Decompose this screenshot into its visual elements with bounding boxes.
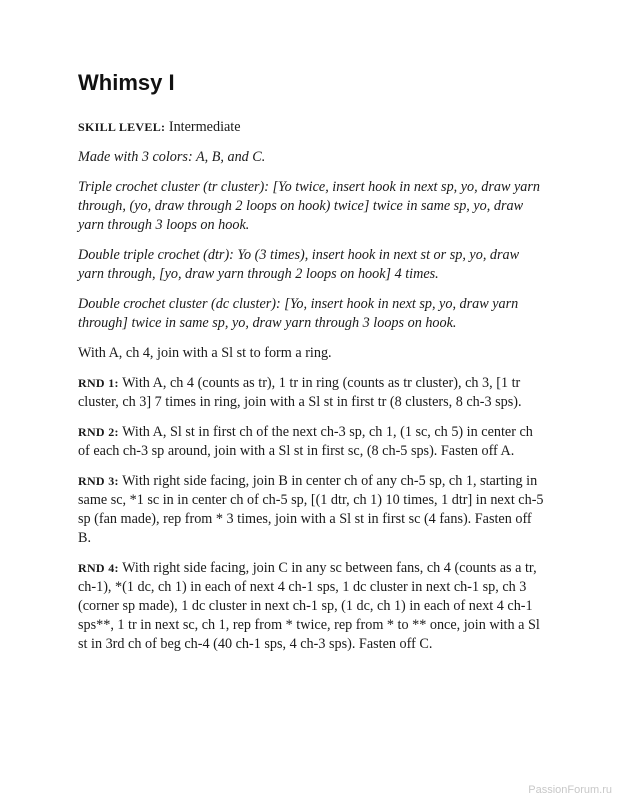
- intro-text: Made with 3 colors: A, B, and C.: [78, 149, 266, 165]
- skill-level-label: SKILL LEVEL:: [78, 120, 166, 134]
- stitch-definition-dtr: Double triple crochet (dtr): Yo (3 times), insert hook in next st or sp, yo, draw yarn through, [yo, draw yarn through 2 loops on hook] 4 times.: [78, 247, 520, 282]
- stitch-definition-dc-cluster: Double crochet cluster (dc cluster): [Yo, insert hook in next sp, yo, draw yarn through] twice in same sp, yo, draw yarn through 3 loops on hook.: [78, 296, 519, 331]
- round-text: With right side facing, join C in any sc between fans, ch 4 (counts as a tr, ch-1), *(1 dc, ch 1) in each of next 4 ch-1 sps, 1 dc cluster in next ch-1 sp, ch 3 (corner sp made), 1 dc cluster in next ch-1 sp, (1 dc, ch 1) in each of next 4 ch-1 sps**, 1 tr in next sc, ch 1, rep from * twice, rep from * to ** once, join with a Sl st in 3rd ch of beg ch-4 (40 ch-1 sps, 4 ch-3 sps). Fasten off C.: [78, 560, 540, 652]
- pattern-body: [78, 118, 544, 665]
- start-instruction: With A, ch 4, join with a Sl st to form a ring.: [78, 345, 332, 361]
- round-2: [78, 423, 544, 461]
- round-label: RND 1:: [78, 376, 119, 390]
- round-4: [78, 559, 544, 654]
- round-label: RND 4:: [78, 561, 119, 575]
- round-text: With A, Sl st in first ch of the next ch-3 sp, ch 1, (1 sc, ch 5) in center ch of each ch-3 sp around, join with a Sl st in first sc, (8 ch-5 sps). Fasten off A.: [78, 424, 533, 459]
- round-text: With right side facing, join B in center ch of any ch-5 sp, ch 1, starting in same sc, *1 sc in in center ch of ch-5 sp, [(1 dtr, ch 1) 10 times, 1 dtr] in next ch-5 sp (fan made), rep from * 3 times, join with a Sl st in first sc (4 fans). Fasten off B.: [78, 473, 544, 546]
- watermark: PassionForum.ru: [528, 784, 612, 796]
- round-1: [78, 374, 544, 412]
- round-label: RND 3:: [78, 474, 119, 488]
- page-title: Whimsy I: [78, 70, 175, 95]
- round-text: With A, ch 4 (counts as tr), 1 tr in ring (counts as tr cluster), ch 3, [1 tr cluster, ch 3] 7 times in ring, join with a Sl st in first tr (8 clusters, 8 ch-3 sps).: [78, 375, 522, 410]
- round-3: [78, 472, 544, 548]
- skill-level: [78, 118, 544, 137]
- skill-level-value: Intermediate: [165, 119, 241, 135]
- round-label: RND 2:: [78, 425, 119, 439]
- stitch-definition-tr-cluster: Triple crochet cluster (tr cluster): [Yo twice, insert hook in next sp, yo, draw yarn through, (yo, draw through 2 loops on hook) twice] twice in same sp, yo, draw yarn through 3 loops on hook.: [78, 179, 540, 233]
